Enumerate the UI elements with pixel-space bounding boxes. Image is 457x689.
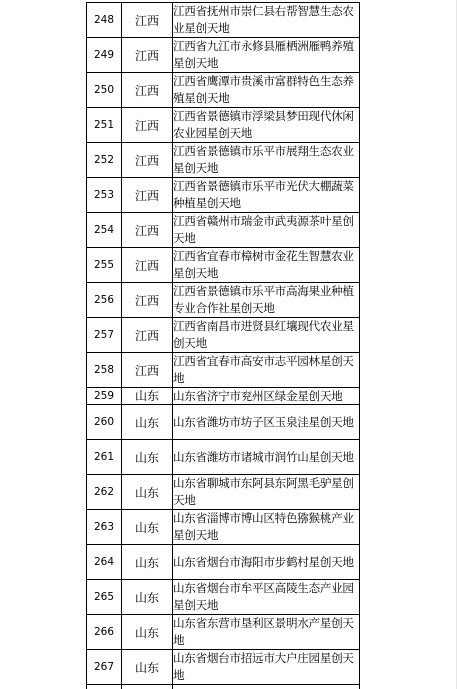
base-name-cell: 山东省烟台市招远市大户庄园星创天地 xyxy=(173,650,360,685)
base-name-cell: 江西省鹰潭市贵溪市富群特色生态养殖星创天地 xyxy=(173,73,360,108)
table-row xyxy=(87,650,360,685)
base-name-cell xyxy=(173,685,360,689)
base-name-cell: 江西省景德镇市乐平市光伏大棚蔬菜种植星创天地 xyxy=(173,178,360,213)
table-row xyxy=(87,615,360,650)
base-name-cell: 江西省景德镇市乐平市高海果业种植专业合作社星创天地 xyxy=(173,283,360,318)
base-name-cell: 江西省景德镇市浮梁县梦田现代休闲农业园星创天地 xyxy=(173,108,360,143)
province-cell: 江西 xyxy=(122,73,173,108)
row-number-cell: 257 xyxy=(87,318,122,353)
base-name-cell: 江西省景德镇市乐平市展翔生态农业星创天地 xyxy=(173,143,360,178)
row-number-cell: 267 xyxy=(87,650,122,685)
table-row xyxy=(87,353,360,388)
province-cell: 江西 xyxy=(122,353,173,388)
province-cell: 江西 xyxy=(122,108,173,143)
province-cell: 山东 xyxy=(122,650,173,685)
table-row xyxy=(87,38,360,73)
province-cell: 山东 xyxy=(122,388,173,405)
base-name-cell: 江西省南昌市进贤县红壤现代农业星创天地 xyxy=(173,318,360,353)
row-number-cell: 252 xyxy=(87,143,122,178)
base-name-cell: 山东省东营市垦利区景明水产星创天地 xyxy=(173,615,360,650)
province-cell: 山东 xyxy=(122,440,173,475)
row-number-cell: 263 xyxy=(87,510,122,545)
base-name-cell: 山东省潍坊市诸城市润竹山星创天地 xyxy=(173,440,360,475)
row-number-cell: 256 xyxy=(87,283,122,318)
row-number-cell: 253 xyxy=(87,178,122,213)
table-row xyxy=(87,388,360,405)
table-row xyxy=(87,108,360,143)
innovation-base-table xyxy=(86,2,360,689)
row-number-cell: 255 xyxy=(87,248,122,283)
province-cell: 江西 xyxy=(122,213,173,248)
base-name-cell: 江西省九江市永修县雁栖洲雁鸭养殖星创天地 xyxy=(173,38,360,73)
province-cell xyxy=(122,685,173,689)
table-row xyxy=(87,73,360,108)
base-name-cell: 山东省烟台市海阳市步鹤村星创天地 xyxy=(173,545,360,580)
province-cell: 山东 xyxy=(122,545,173,580)
row-number-cell: 248 xyxy=(87,3,122,38)
table-row-partial xyxy=(87,685,360,689)
base-name-cell: 江西省宜春市高安市志平园林星创天地 xyxy=(173,353,360,388)
province-cell: 山东 xyxy=(122,580,173,615)
table-row xyxy=(87,248,360,283)
base-name-cell: 山东省济宁市兖州区绿金星创天地 xyxy=(173,388,360,405)
table-row xyxy=(87,510,360,545)
table-row xyxy=(87,440,360,475)
province-cell: 山东 xyxy=(122,405,173,440)
province-cell: 山东 xyxy=(122,510,173,545)
base-name-cell: 江西省赣州市瑞金市武夷源茶叶星创天地 xyxy=(173,213,360,248)
row-number-cell: 249 xyxy=(87,38,122,73)
row-number-cell: 265 xyxy=(87,580,122,615)
province-cell: 江西 xyxy=(122,283,173,318)
row-number-cell: 261 xyxy=(87,440,122,475)
row-number-cell: 258 xyxy=(87,353,122,388)
base-name-cell: 山东省淄博市博山区特色猕猴桃产业星创天地 xyxy=(173,510,360,545)
province-cell: 江西 xyxy=(122,248,173,283)
table-row xyxy=(87,405,360,440)
table-row xyxy=(87,580,360,615)
row-number-cell: 259 xyxy=(87,388,122,405)
province-cell: 江西 xyxy=(122,318,173,353)
province-cell: 江西 xyxy=(122,143,173,178)
row-number-cell: 251 xyxy=(87,108,122,143)
province-cell: 山东 xyxy=(122,475,173,510)
table-row xyxy=(87,545,360,580)
table-row xyxy=(87,3,360,38)
province-cell: 江西 xyxy=(122,178,173,213)
row-number-cell: 262 xyxy=(87,475,122,510)
row-number-cell: 260 xyxy=(87,405,122,440)
row-number-cell: 250 xyxy=(87,73,122,108)
table-row xyxy=(87,143,360,178)
table-row xyxy=(87,283,360,318)
table-row xyxy=(87,318,360,353)
base-name-cell: 江西省抚州市崇仁县右帮智慧生态农业星创天地 xyxy=(173,3,360,38)
province-cell: 江西 xyxy=(122,3,173,38)
row-number-cell: 266 xyxy=(87,615,122,650)
base-name-cell: 山东省潍坊市坊子区玉泉洼星创天地 xyxy=(173,405,360,440)
base-name-cell: 江西省宜春市樟树市金花生智慧农业星创天地 xyxy=(173,248,360,283)
table-row xyxy=(87,213,360,248)
row-number-cell: 254 xyxy=(87,213,122,248)
row-number-cell: 264 xyxy=(87,545,122,580)
province-cell: 山东 xyxy=(122,615,173,650)
table-body xyxy=(87,3,360,689)
base-name-cell: 山东省聊城市东阿县东阿黑毛驴星创天地 xyxy=(173,475,360,510)
table-row xyxy=(87,475,360,510)
province-cell: 江西 xyxy=(122,38,173,73)
base-name-cell: 山东省烟台市牟平区高陵生态产业园星创天地 xyxy=(173,580,360,615)
row-number-cell xyxy=(87,685,122,689)
table-row xyxy=(87,178,360,213)
